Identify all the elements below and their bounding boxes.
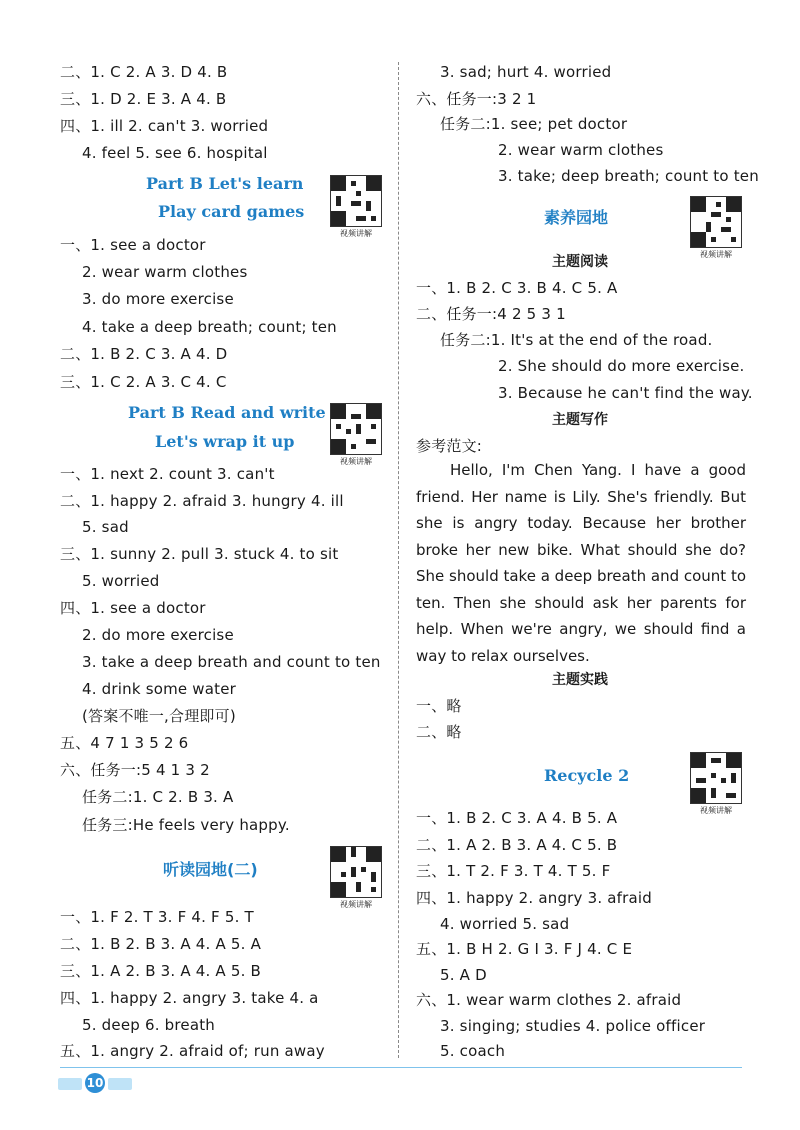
answer-line: 2. She should do more exercise.: [498, 357, 745, 375]
footer-rule: [60, 1067, 742, 1068]
answer-line: 五、1. angry 2. afraid of; run away: [60, 1042, 325, 1060]
answer-line: 5. sad: [82, 518, 129, 536]
answer-line: 二、1. B 2. B 3. A 4. A 5. A: [60, 935, 262, 953]
answer-line: 二、1. happy 2. afraid 3. hungry 4. ill: [60, 492, 344, 510]
answer-line: 四、1. see a doctor: [60, 599, 206, 617]
answer-line: 2. wear warm clothes: [498, 141, 664, 159]
answer-line: 六、任务一:3 2 1: [416, 90, 537, 108]
answer-line: 三、1. C 2. A 3. C 4. C: [60, 373, 227, 391]
reference-label: 参考范文:: [416, 437, 483, 455]
section-heading: Recycle 2: [544, 766, 630, 785]
answer-line: 3. Because he can't find the way.: [498, 384, 753, 402]
answer-line: 4. feel 5. see 6. hospital: [82, 144, 268, 162]
answer-line: 三、1. T 2. F 3. T 4. T 5. F: [416, 862, 611, 880]
qr-caption: 视频讲解: [340, 229, 372, 238]
answer-line: 2. wear warm clothes: [82, 263, 248, 281]
answer-note: (答案不唯一,合理即可): [82, 707, 236, 725]
qr-code[interactable]: [330, 403, 382, 468]
answer-line: 5. coach: [440, 1042, 506, 1060]
answer-line: 六、1. wear warm clothes 2. afraid: [416, 991, 682, 1009]
answer-line: 二、略: [416, 723, 462, 741]
answer-line: 5. A D: [440, 966, 487, 984]
qr-code[interactable]: [330, 175, 382, 240]
answer-line: 3. sad; hurt 4. worried: [440, 63, 612, 81]
answer-line: 任务二:1. see; pet doctor: [440, 115, 628, 133]
answer-line: 二、1. A 2. B 3. A 4. C 5. B: [416, 836, 618, 854]
section-subheading: Play card games: [158, 202, 305, 221]
qr-code[interactable]: [330, 846, 382, 911]
answer-line: 4. take a deep breath; count; ten: [82, 318, 337, 336]
footer-decoration: [58, 1078, 82, 1090]
section-heading: 素养园地: [544, 208, 609, 227]
qr-code-icon: [330, 175, 382, 227]
section-subheading: Let's wrap it up: [155, 432, 295, 451]
qr-caption: 视频讲解: [700, 250, 732, 259]
essay-paragraph: Hello, I'm Chen Yang. I have a good friend. Her name is Lily. She's friendly. But she is angry today. Because her brother broke her new bike. What should she do? She should take a deep breath and count to ten. Then she should ask her parents for help. When we're angry, we should find a way to relax ourselves.: [416, 461, 747, 665]
answer-line: 一、1. see a doctor: [60, 236, 206, 254]
answer-line: 4. drink some water: [82, 680, 237, 698]
column-divider: [398, 62, 399, 1058]
qr-code-icon: [330, 846, 382, 898]
qr-caption: 视频讲解: [700, 806, 732, 815]
answer-line: 四、1. happy 2. angry 3. afraid: [416, 889, 652, 907]
answer-line: 一、1. B 2. C 3. B 4. C 5. A: [416, 279, 618, 297]
qr-code-icon: [330, 403, 382, 455]
page-number: 10: [85, 1073, 105, 1093]
section-heading: Part B Let's learn: [146, 174, 304, 193]
answer-line: 一、1. next 2. count 3. can't: [60, 465, 275, 483]
answer-line: 2. do more exercise: [82, 626, 234, 644]
qr-caption: 视频讲解: [340, 900, 372, 909]
answer-line: 5. deep 6. breath: [82, 1016, 215, 1034]
answer-line: 4. worried 5. sad: [440, 915, 570, 933]
answer-line: 5. worried: [82, 572, 160, 590]
answer-line: 任务三:He feels very happy.: [82, 816, 290, 834]
answer-line: 三、1. A 2. B 3. A 4. A 5. B: [60, 962, 262, 980]
qr-code[interactable]: [690, 752, 742, 817]
answer-line: 3. do more exercise: [82, 290, 234, 308]
answer-line: 四、1. ill 2. can't 3. worried: [60, 117, 269, 135]
answer-line: 五、4 7 1 3 5 2 6: [60, 734, 189, 752]
answer-line: 3. take a deep breath and count to ten: [82, 653, 381, 671]
answer-line: 3. singing; studies 4. police officer: [440, 1017, 706, 1035]
section-heading: 听读园地(二): [163, 860, 258, 879]
section-heading: Part B Read and write: [128, 403, 326, 422]
answer-line: 三、1. sunny 2. pull 3. stuck 4. to sit: [60, 545, 339, 563]
subsection-heading: 主题写作: [552, 412, 608, 428]
answer-line: 任务二:1. C 2. B 3. A: [82, 788, 234, 806]
answer-line: 任务二:1. It's at the end of the road.: [440, 331, 713, 349]
answer-line: 一、略: [416, 697, 462, 715]
answer-line: 二、1. C 2. A 3. D 4. B: [60, 63, 228, 81]
subsection-heading: 主题阅读: [552, 254, 608, 270]
answer-line: 五、1. B H 2. G I 3. F J 4. C E: [416, 940, 633, 958]
answer-line: 三、1. D 2. E 3. A 4. B: [60, 90, 227, 108]
page-number-badge: [58, 1072, 134, 1094]
answer-line: 二、1. B 2. C 3. A 4. D: [60, 345, 228, 363]
qr-code-icon: [690, 752, 742, 804]
footer-decoration: [108, 1078, 132, 1090]
qr-caption: 视频讲解: [340, 457, 372, 466]
answer-line: 3. take; deep breath; count to ten: [498, 167, 759, 185]
answer-line: 二、任务一:4 2 5 3 1: [416, 305, 566, 323]
answer-line: 四、1. happy 2. angry 3. take 4. a: [60, 989, 319, 1007]
qr-code[interactable]: [690, 196, 742, 261]
answer-line: 一、1. F 2. T 3. F 4. F 5. T: [60, 908, 254, 926]
qr-code-icon: [690, 196, 742, 248]
answer-line: 六、任务一:5 4 1 3 2: [60, 761, 210, 779]
answer-line: 一、1. B 2. C 3. A 4. B 5. A: [416, 809, 618, 827]
subsection-heading: 主题实践: [552, 672, 608, 688]
